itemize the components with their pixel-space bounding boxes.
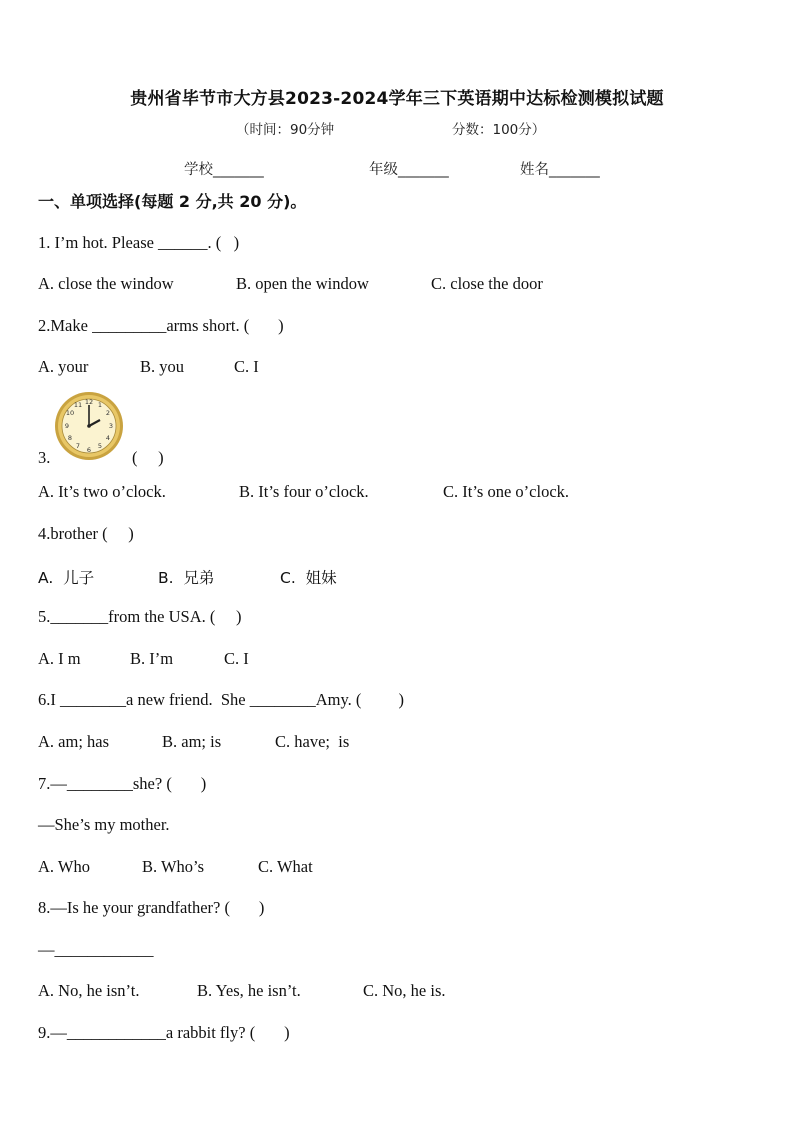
svg-text:11: 11 [73, 401, 83, 409]
question-2: 2.Make _________arms short. ( ) [38, 316, 284, 335]
q3-answer-paren: ( ) [132, 448, 164, 467]
q6-option-c: C. have; is [275, 732, 350, 751]
question-4: 4.brother ( ) [38, 524, 134, 543]
question-3: 3. [38, 448, 51, 467]
q5-option-a: A. I m [38, 649, 81, 668]
q6-option-a: A. am; has [38, 732, 110, 751]
q1-option-a: A. close the window [38, 274, 174, 293]
q4-option-b: B. 兄弟 [158, 569, 215, 587]
question-1: 1. I’m hot. Please ______. ( ) [38, 233, 240, 252]
q7-option-b: B. Who’s [142, 857, 205, 876]
q4-option-c: C. 姐妹 [280, 569, 337, 587]
q2-option-a: A. your [38, 357, 89, 376]
svg-text:9: 9 [64, 422, 70, 430]
q1-option-b: B. open the window [236, 274, 369, 293]
q2-option-c: C. I [234, 357, 259, 376]
svg-text:7: 7 [75, 442, 81, 450]
q6-option-b: B. am; is [162, 732, 222, 751]
exam-score: 分数：100分） [452, 122, 546, 138]
svg-text:8: 8 [67, 434, 73, 442]
q7-option-a: A. Who [38, 857, 90, 876]
svg-text:6: 6 [86, 446, 92, 454]
q8-option-b: B. Yes, he isn’t. [197, 981, 301, 1000]
svg-text:5: 5 [97, 442, 103, 450]
svg-text:2: 2 [105, 409, 111, 417]
school-field: 学校_______ [184, 162, 264, 178]
q8-reply: —____________ [38, 940, 154, 959]
question-5: 5._______from the USA. ( ) [38, 607, 242, 626]
svg-text:10: 10 [65, 409, 75, 417]
q2-option-b: B. you [140, 357, 185, 376]
svg-text:1: 1 [97, 401, 103, 409]
q7-option-c: C. What [258, 857, 313, 876]
q3-option-b: B. It’s four o’clock. [239, 482, 369, 501]
question-6: 6.I ________a new friend. She ________Amy. ( ) [38, 690, 404, 709]
section-title: 一、单项选择(每题 2 分,共 20 分)。 [38, 192, 307, 211]
svg-text:3: 3 [108, 422, 114, 430]
q5-option-b: B. I’m [130, 649, 174, 668]
exam-time: （时间：90分钟 [236, 122, 335, 138]
question-7: 7.—________she? ( ) [38, 774, 207, 793]
q8-option-a: A. No, he isn’t. [38, 981, 140, 1000]
q1-option-c: C. close the door [431, 274, 543, 293]
grade-field: 年级_______ [369, 162, 449, 178]
clock-icon [53, 390, 125, 462]
q4-option-a: A. 儿子 [38, 569, 95, 587]
question-8: 8.—Is he your grandfather? ( ) [38, 898, 265, 917]
svg-text:12: 12 [84, 398, 94, 406]
q8-option-c: C. No, he is. [363, 981, 446, 1000]
q7-reply: —She’s my mother. [38, 815, 170, 834]
q3-option-a: A. It’s two o’clock. [38, 482, 166, 501]
q5-option-c: C. I [224, 649, 249, 668]
svg-text:4: 4 [105, 434, 111, 442]
name-field: 姓名_______ [520, 162, 600, 178]
exam-title: 贵州省毕节市大方县2023-2024学年三下英语期中达标检测模拟试题 [130, 89, 664, 109]
q3-option-c: C. It’s one o’clock. [443, 482, 570, 501]
question-9: 9.—____________a rabbit fly? ( ) [38, 1023, 290, 1042]
